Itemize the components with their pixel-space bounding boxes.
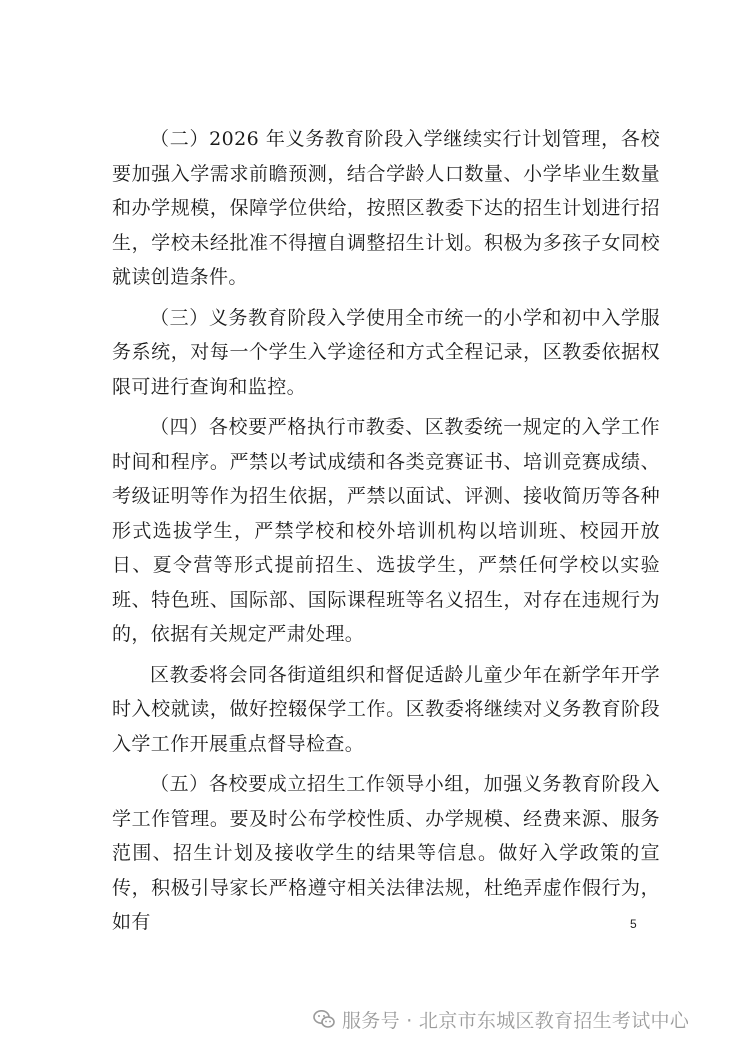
watermark-text: 服务号 · 北京市东城区教育招生考试中心 [342, 1009, 690, 1032]
paragraph-dropout-control: 区教委将会同各街道组织和督促适龄儿童少年在新学年开学时入校就读，做好控辍保学工作。区教委将继续对义务教育阶段入学工作开展重点督导检查。 [112, 663, 660, 755]
paragraph-leadership-group: （五）各校要成立招生工作领导小组，加强义务教育阶段入学工作管理。要及时公布学校性质、办学规模、经费来源、服务范围、招生计划及接收学生的结果等信息。做好入学政策的宣传，积极引导家长严格遵守相关法律法规，杜绝弄虚作假行为，如有 [112, 773, 660, 933]
paragraph-enrollment-plan: （二）2026 年义务教育阶段入学继续实行计划管理，各校要加强入学需求前瞻预测，结合学龄人口数量、小学毕业生数量和办学规模，保障学位供给，按照区教委下达的招生计划进行招生，学校未经批准不得擅自调整招生计划。积极为多孩子女同校就读创造条件。 [112, 128, 660, 288]
watermark [312, 1004, 689, 1034]
wechat-icon [312, 1007, 336, 1031]
document-body [112, 122, 660, 946]
page-number: 5 [630, 917, 637, 931]
paragraph-enrollment-procedure: （四）各校要严格执行市教委、区教委统一规定的入学工作时间和程序。严禁以考试成绩和各类竞赛证书、培训竞赛成绩、考级证明等作为招生依据，严禁以面试、评测、接收简历等各种形式选拔学生，严禁学校和校外培训机构以培训班、校园开放日、夏令营等形式提前招生、选拔学生，严禁任何学校以实验班、特色班、国际部、国际课程班等名义招生，对存在违规行为的，依据有关规定严肃处理。 [112, 416, 660, 645]
paragraph-service-system: （三）义务教育阶段入学使用全市统一的小学和初中入学服务系统，对每一个学生入学途径和方式全程记录，区教委依据权限可进行查询和监控。 [112, 306, 660, 398]
